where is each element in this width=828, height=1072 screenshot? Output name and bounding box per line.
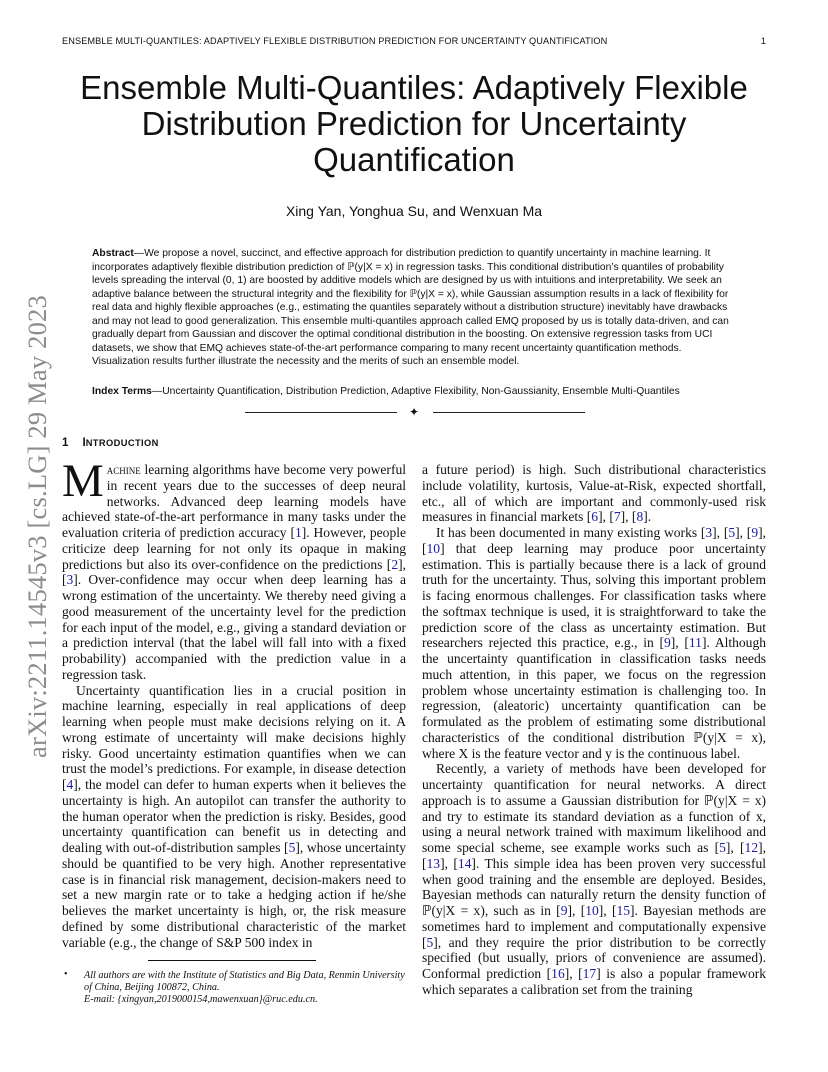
author-list: Xing Yan, Yonghua Su, and Wenxuan Ma	[285, 203, 543, 219]
index-terms-text: —Uncertainty Quantification, Distribution Prediction, Adaptive Flexibility, Non-Gaussianity, Ensemble Multi-Quantiles	[151, 386, 680, 397]
text-run: ], and they require the prior distribution to be correctly specified (but usually, priors of convenience are assumed). Conformal prediction [	[422, 934, 766, 981]
text-run: ], [	[598, 509, 614, 525]
citation-link[interactable]: 5	[426, 934, 434, 950]
citation-link[interactable]: 9	[560, 903, 568, 918]
text-run: ], [	[62, 556, 406, 588]
section-number: 1	[62, 436, 69, 449]
footnote-affiliation: All authors are with the Institute of Statistics and Big Data, Renmin University of China, Beijing 100872, China.	[84, 970, 405, 993]
citation-link[interactable]: 8	[636, 509, 644, 525]
text-run: ], [	[725, 840, 745, 855]
text-run: ], [	[440, 855, 458, 871]
section-heading	[62, 436, 159, 449]
abstract-text: —We propose a novel, succinct, and effective approach for distribution prediction to quantify uncertainty in machine learning. It incorporates adaptively flexible distribution prediction of ℙ(y|X = x) in regression tasks. This conditional distribution’s quantiles of probability levels spreading the interval (0, 1) are boosted by additive models which are designed by us with intuitions and interpretability. We seek an adaptive balance between the structural integrity and the flexibility for ℙ(y|X = x), while Gaussian assumption results in a lack of flexibility for real data and highly flexible approaches (e.g., estimating the quantiles separately without a distribution structure) inevitably have drawbacks and may not lead to good generalization. This ensemble multi-quantiles approach called EMQ proposed by us is totally data-driven, and can gradually depart from Gaussian and discover the optimal conditional distribution in the boosting. On extensive regression tasks from UCI datasets, we show that EMQ achieves state-of-the-art performance comparing to many recent uncertainty quantification methods. Visualization results further illustrate the necessity and the merits of such an ensemble model.	[92, 248, 729, 368]
section-divider	[245, 405, 585, 419]
text-run: ], [	[735, 525, 752, 540]
drop-cap: M	[62, 455, 104, 507]
citation-link[interactable]: 11	[688, 635, 702, 651]
citation-link[interactable]: 16	[551, 966, 565, 981]
text-run: ] that deep learning may produce poor uncertainty estimation. This is partially because there is a lack of ground truth for the uncertainty. Thus, solving this important problem is facing enormous challenges. For classification tasks where the softmax technique is used, it is straightforward to take the prediction score of the class as uncertainty estimation. But researchers rejected this practice, e.g., in [	[422, 540, 766, 651]
text-run: ], [	[422, 840, 766, 871]
arxiv-stamp[interactable]: arXiv:2211.14545v3 [cs.LG] 29 May 2023	[22, 295, 52, 758]
divider-line-left	[245, 412, 397, 413]
citation-link[interactable]: 14	[457, 855, 472, 871]
citation-link[interactable]: 3	[705, 525, 713, 540]
citation-link[interactable]: 4	[66, 777, 74, 792]
text-run: ], [	[620, 509, 637, 525]
page-number: 1	[760, 36, 766, 46]
text-run: ]. Over-confidence may occur when deep learning has a wrong estimation of the uncertainty. We thereby need giving a good measurement of the uncertainty level for the prediction for each input of the model, e.g., giving a standard deviation or a prediction interval (that the label will fall into with a fixed probability) accompanied with the prediction value in a regression task.	[62, 572, 406, 682]
text-run: ].	[643, 509, 652, 525]
abstract	[92, 247, 738, 369]
text-run: ], [	[712, 525, 729, 540]
index-terms-label: Index Terms	[92, 386, 152, 397]
text-run: Uncertainty quantification lies in a crucial position in machine learning, especially in real applications of deep learning when people must make decisions relying on it. A wrong estimate of uncertainty will make decisions highly risky. Good uncertainty estimation quantifies when we can trust the model’s predictions. For example, in disease detection [	[62, 682, 406, 792]
text-run: ], [	[564, 966, 583, 981]
right-column	[422, 462, 766, 998]
text-run: Recently, a variety of methods have been developed for uncertainty quantification for neural networks. A direct approach is to assume a Gaussian distribution for ℙ(y|X = x) and try to estimate its standard deviation as a function of x, using a neural network trained with maximum likelihood and some special scheme, see example works such as [	[422, 761, 766, 855]
citation-link[interactable]: 6	[591, 509, 599, 525]
citation-link[interactable]: 15	[616, 903, 631, 918]
text-run: ], [	[598, 903, 617, 918]
section-title-initial: I	[82, 436, 86, 449]
citation-link[interactable]: 10	[426, 540, 441, 556]
citation-link[interactable]: 13	[426, 855, 441, 871]
text-run: ], [	[422, 525, 767, 556]
paragraph	[422, 462, 766, 525]
footnote-email[interactable]: E-mail: {xingyan,2019000154,mawenxuan}@ruc.edu.cn.	[84, 994, 318, 1005]
paragraph	[62, 455, 406, 683]
citation-link[interactable]: 17	[582, 966, 597, 981]
text-run: ], [	[670, 635, 689, 651]
text-run: ]. Bayesian methods are sometimes hard to implement and computationally expensive [	[422, 903, 766, 950]
text-run: It has been documented in many existing works [	[436, 525, 706, 540]
paragraph	[62, 683, 406, 951]
footnote-rule	[148, 960, 316, 961]
citation-link[interactable]: 5	[728, 525, 736, 540]
text-run: ]. This simple idea has been proven very successful when good training and the ensemble are deployed. Besides, Bayesian methods can naturally return the density function of ℙ(y|X = x), such as in [	[422, 855, 767, 918]
text-run: a future period) is high. Such distributional characteristics include volatility, kurtosis, Value-at-Risk, expected shortfall, etc., all of which are important and commonly-used risk measures in financial markets [	[422, 462, 766, 525]
text-run: ], whose uncertainty should be quantified to be very high. Another representative case is in financial risk management, decision-makers need to set a new margin rate or to take a hedging action if he/she believes the market uncertainty is high, or, the risk measure defined by some distributional characteristic of the market variable (e.g., the change of S&P 500 index in	[62, 840, 406, 950]
section-title-rest: NTRODUCTION	[85, 438, 159, 448]
citation-link[interactable]: 1	[294, 525, 302, 540]
citation-link[interactable]: 12	[744, 840, 759, 855]
citation-link[interactable]: 10	[585, 903, 599, 918]
paragraph	[422, 525, 766, 761]
text-run: learning algorithms have become very powerful in recent years due to the successes of deep neural networks. Advanced deep learning models have achieved state-of-the-art performance in many tasks under the evaluation criteria of prediction accuracy [	[62, 462, 406, 540]
text-run: ]. Although the uncertainty quantification in classification tasks needs much attention, in this paper, we focus on the regression problem whose uncertainty estimation is challenging too. In regression, (aleatoric) uncertainty quantification can be formulated as the problem of estimating some distributional characteristics of the conditional distribution ℙ(y|X = x), where X is the feature vector and y is the continuous label.	[422, 635, 766, 761]
running-title: ENSEMBLE MULTI-QUANTILES: ADAPTIVELY FLEXIBLE DISTRIBUTION PREDICTION FOR UNCERTAINTY QUANTIFICATION	[62, 36, 608, 46]
smallcaps-word: achine	[106, 462, 141, 477]
citation-link[interactable]: 2	[391, 556, 399, 572]
footnote	[62, 960, 406, 1006]
text-run: ], the model can defer to human experts when it believes the uncertainty is high. An autopilot can transfer the authority to the human operator when the prediction is risky. Besides, good uncertainty quantification can benefit us in detecting and dealing with out-of-distribution samples [	[62, 777, 406, 855]
text-run: ], [	[567, 903, 586, 918]
index-terms	[92, 386, 738, 397]
running-header	[62, 36, 766, 46]
footnote-item	[62, 970, 406, 1006]
paper-title: Ensemble Multi-Quantiles: Adaptively Flexible Distribution Prediction for Uncertainty Quantification	[80, 69, 748, 178]
citation-link[interactable]: 9	[663, 635, 671, 651]
text-run: ]. However, people criticize deep learning for not only its opaque in making predictions but also its over-confidence on the predictions [	[62, 525, 406, 572]
divider-diamond-icon: ✦	[409, 405, 420, 419]
citation-link[interactable]: 5	[719, 840, 726, 855]
text-run: ] is also a popular framework which separates a calibration set from the training	[422, 966, 766, 997]
bullet-icon: •	[64, 969, 68, 980]
paragraph	[422, 761, 766, 997]
citation-link[interactable]: 9	[751, 525, 759, 540]
left-column	[62, 455, 406, 950]
citation-link[interactable]: 7	[613, 509, 621, 525]
abstract-label: Abstract	[92, 248, 134, 259]
citation-link[interactable]: 5	[288, 840, 296, 855]
citation-link[interactable]: 3	[66, 572, 74, 588]
divider-line-right	[433, 412, 585, 413]
